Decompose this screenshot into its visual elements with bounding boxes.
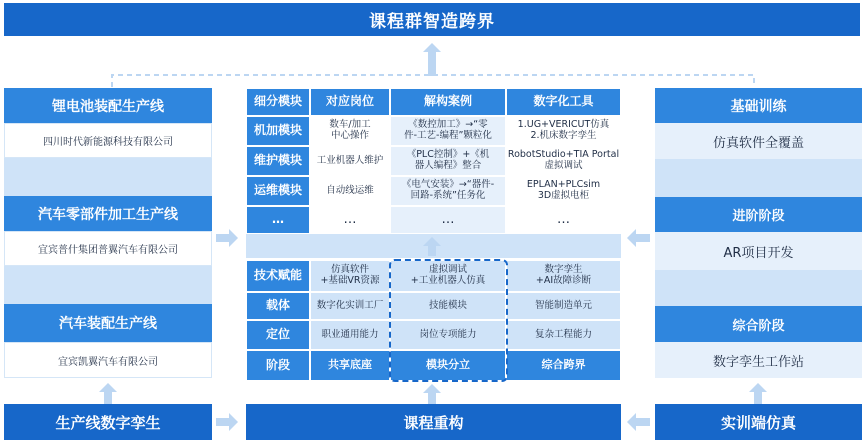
bottom-left-arrow-stem <box>216 418 230 426</box>
left-footer: 生产线数字孪生 <box>4 404 212 440</box>
grid-carrier-col1: 数字化实训工厂 <box>310 292 390 320</box>
grid-row-machining-label: 机加模块 <box>246 116 310 146</box>
center-grid <box>246 88 621 381</box>
grid-row-maintenance-tool: RobotStudio+TIA Portal 虚拟调试 <box>506 146 621 176</box>
grid-header-position: 对应岗位 <box>310 88 390 116</box>
grid-tech-col1: 仿真软件 +基础VR资源 <box>310 260 390 292</box>
grid-header-case: 解构案例 <box>390 88 506 116</box>
left-arrow-stem-h <box>216 234 230 242</box>
grid-row-more-case: … <box>390 206 506 234</box>
grid-position-label: 定位 <box>246 320 310 350</box>
left-company-3: 宜宾凯翼汽车有限公司 <box>4 342 212 378</box>
right-text-1: 仿真软件全覆盖 <box>655 123 862 159</box>
right-text-2: AR项目开发 <box>655 232 862 270</box>
grid-carrier-label: 载体 <box>246 292 310 320</box>
grid-header-module: 细分模块 <box>246 88 310 116</box>
grid-header-tool: 数字化工具 <box>506 88 621 116</box>
grid-position-col1: 职业通用能力 <box>310 320 390 350</box>
right-header-2: 进阶阶段 <box>655 197 862 232</box>
bottom-right-pointing-arrow-icon <box>229 413 238 431</box>
grid-row-more-label: … <box>246 206 310 234</box>
right-arrow-stem <box>754 392 762 404</box>
module-highlight-frame <box>389 259 508 382</box>
top-arrow-stem <box>428 52 436 76</box>
grid-stage-col3: 综合跨界 <box>506 350 621 381</box>
grid-row-machining-position: 数车/加工 中心操作 <box>310 116 390 146</box>
right-header-3: 综合阶段 <box>655 306 862 342</box>
right-band-1 <box>655 159 862 197</box>
right-up-arrow-icon <box>749 383 767 392</box>
left-header-3: 汽车装配生产线 <box>4 304 212 342</box>
grid-row-operation-label: 运维模块 <box>246 176 310 206</box>
grid-stage-col1: 共享底座 <box>310 350 390 381</box>
grid-tech-label: 技术赋能 <box>246 260 310 292</box>
right-band-2 <box>655 270 862 306</box>
bottom-left-pointing-arrow-icon <box>627 413 636 431</box>
left-band-2 <box>4 266 212 304</box>
grid-row-operation-position: 自动线运维 <box>310 176 390 206</box>
grid-tech-col2: 虚拟调试 +工业机器人仿真 <box>390 260 506 292</box>
grid-stage-col2: 模块分立 <box>390 350 506 381</box>
bottom-right-arrow-stem <box>636 418 650 426</box>
left-band-1 <box>4 158 212 196</box>
right-arrow-stem-h <box>636 234 650 242</box>
center-bottom-arrow-stem <box>428 393 436 404</box>
grid-carrier-col2: 技能模块 <box>390 292 506 320</box>
grid-row-more-position: … <box>310 206 390 234</box>
grid-row-operation-tool: EPLAN+PLCsim 3D虚拟电柜 <box>506 176 621 206</box>
grid-row-maintenance-position: 工业机器人维护 <box>310 146 390 176</box>
grid-row-more-tool: … <box>506 206 621 234</box>
left-header-1: 锂电池装配生产线 <box>4 88 212 123</box>
grid-row-maintenance-label: 维护模块 <box>246 146 310 176</box>
center-bottom-up-arrow-icon <box>423 384 441 393</box>
left-arrow-stem <box>104 392 112 404</box>
grid-position-col3: 复杂工程能力 <box>506 320 621 350</box>
top-arrow-icon <box>423 43 441 52</box>
right-header-1: 基础训练 <box>655 88 862 123</box>
right-footer: 实训端仿真 <box>655 404 862 440</box>
left-pointing-arrow-icon <box>627 229 636 247</box>
right-pointing-arrow-icon <box>229 229 238 247</box>
grid-carrier-col3: 智能制造单元 <box>506 292 621 320</box>
grid-position-col2: 岗位专项能力 <box>390 320 506 350</box>
grid-stage-label: 阶段 <box>246 350 310 381</box>
left-up-arrow-icon <box>99 383 117 392</box>
left-header-2: 汽车零部件加工生产线 <box>4 196 212 231</box>
grid-row-machining-case: 《数控加工》→“零 件-工艺-编程”颗粒化 <box>390 116 506 146</box>
grid-row-machining-tool: 1.UG+VERICUT仿真 2.机床数字孪生 <box>506 116 621 146</box>
left-company-1: 四川时代新能源科技有限公司 <box>4 123 212 158</box>
left-company-2: 宜宾普什集团普翼汽车有限公司 <box>4 231 212 266</box>
grid-row-operation-case: 《电气安装》→“器件- 回路-系统”任务化 <box>390 176 506 206</box>
page-title: 课程群智造跨界 <box>369 12 495 32</box>
center-up-arrow-stem <box>428 246 436 256</box>
grid-tech-col3: 数字孪生 +AI故障诊断 <box>506 260 621 292</box>
center-up-arrow-icon <box>423 237 441 246</box>
right-text-3: 数字孪生工作站 <box>655 342 862 378</box>
grid-row-maintenance-case: 《PLC控制》+《机 器人编程》整合 <box>390 146 506 176</box>
center-footer: 课程重构 <box>246 404 621 440</box>
